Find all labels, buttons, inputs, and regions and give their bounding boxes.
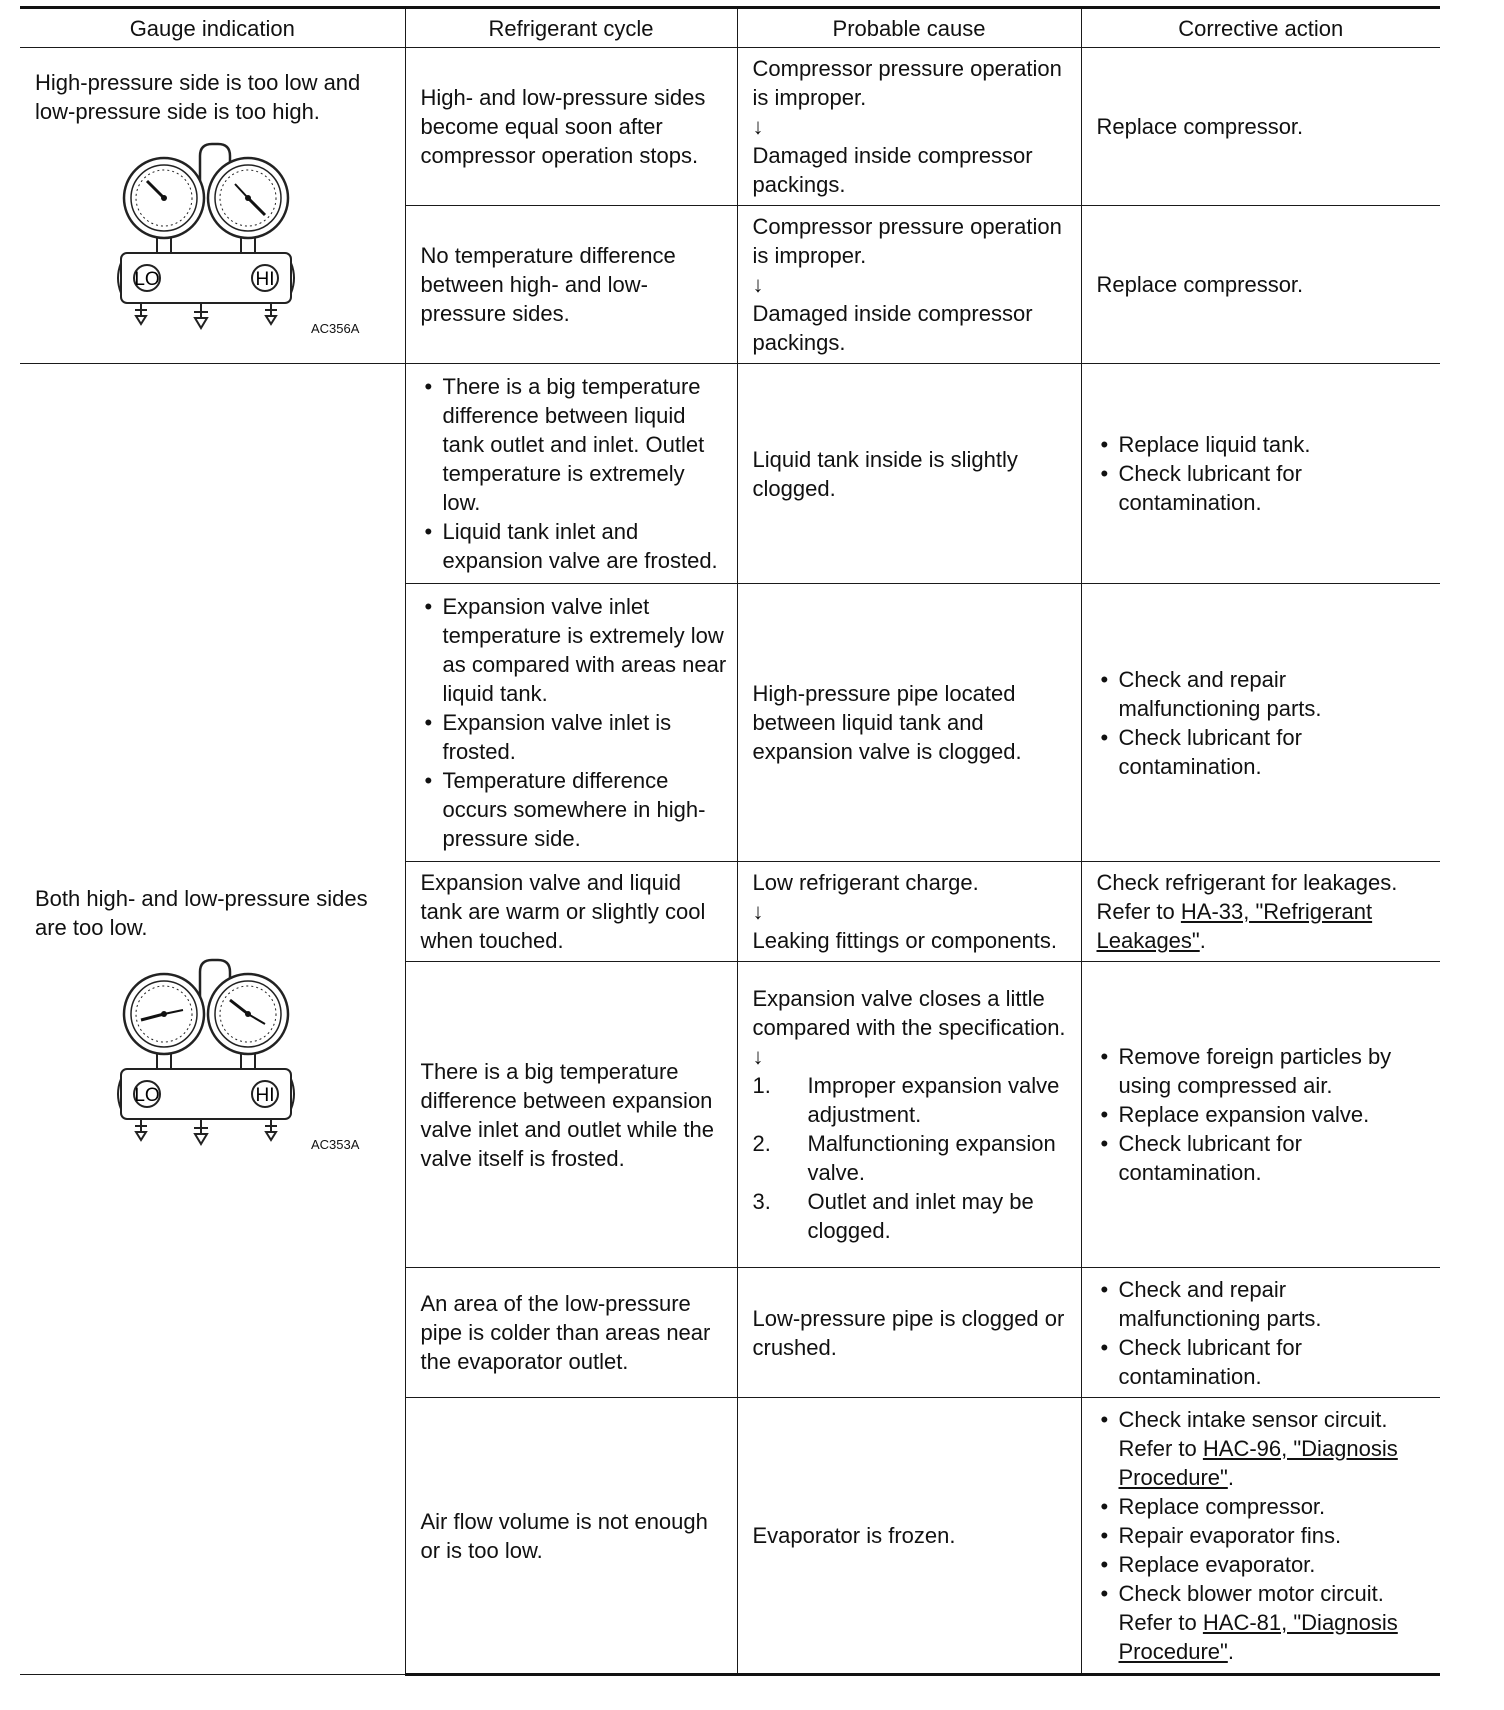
refrigerant-cycle-cell: There is a big temperature difference between expansion valve inlet and outlet while the valve itself is frosted. — [405, 962, 737, 1268]
arrow-down: ↓ — [752, 114, 764, 139]
gauge-indication-text: Both high- and low-pressure sides are too low. — [35, 886, 368, 940]
probable-cause-cell: Evaporator is frozen. — [737, 1398, 1081, 1675]
manifold-gauge-icon — [105, 954, 355, 1154]
lo-label: LO — [134, 269, 160, 290]
probable-cause-cell: Low-pressure pipe is clogged or crushed. — [737, 1268, 1081, 1398]
hac-81-diagnosis-procedure-link[interactable]: HAC-81, "Diagnosis Procedure" — [1118, 1610, 1398, 1664]
arrow-down: ↓ — [752, 1044, 764, 1069]
troubleshooting-table-page — [20, 6, 1440, 1676]
hi-label: HI — [255, 269, 275, 290]
list-item: • Repair evaporator fins. — [1097, 1521, 1431, 1550]
lo-label: LO — [134, 1085, 160, 1106]
gauge-manifold-figure — [105, 954, 360, 1154]
list-item: • There is a big temperature difference between liquid tank outlet and inlet. Outlet temperature is extremely low. — [421, 372, 727, 517]
list-item: • Expansion valve inlet temperature is extremely low as compared with areas near liquid tank. — [421, 592, 727, 708]
corrective-action-cell — [1081, 962, 1440, 1268]
list-item: • Check and repair malfunctioning parts. — [1097, 665, 1431, 723]
refrigerant-cycle-cell — [405, 584, 737, 862]
arrow-down: ↓ — [752, 899, 764, 924]
gauge-manifold-figure — [105, 138, 360, 338]
refrigerant-cycle-cell: Air flow volume is not enough or is too low. — [405, 1398, 737, 1675]
list-item: 2. Malfunctioning expansion valve. — [752, 1131, 1056, 1185]
refrigerant-cycle-cell: Expansion valve and liquid tank are warm or slightly cool when touched. — [405, 862, 737, 962]
refrigerant-cycle-cell — [405, 364, 737, 584]
corrective-action-cell — [1081, 584, 1440, 862]
list-item: • Check intake sensor circuit. Refer to HAC-96, "Diagnosis Procedure". — [1097, 1405, 1431, 1492]
list-item: • Expansion valve inlet is frosted. — [421, 708, 727, 766]
manifold-gauge-icon — [105, 138, 355, 338]
hi-label: HI — [255, 1085, 275, 1106]
list-item: • Temperature difference occurs somewhere in high-pressure side. — [421, 766, 727, 853]
list-item: • Liquid tank inlet and expansion valve are frosted. — [421, 517, 727, 575]
gauge-indication-cell-2 — [20, 364, 405, 1675]
list-item: • Check blower motor circuit. Refer to HAC-81, "Diagnosis Procedure". — [1097, 1579, 1431, 1666]
table-row — [20, 48, 1440, 206]
list-item: • Check and repair malfunctioning parts. — [1097, 1275, 1431, 1333]
corrective-action-cell: Replace compressor. — [1081, 48, 1440, 206]
list-item: 3. Outlet and inlet may be clogged. — [752, 1189, 1034, 1243]
gauge-indication-text: High-pressure side is too low and low-pressure side is too high. — [35, 70, 361, 124]
probable-cause-cell: Compressor pressure operation is improper. ↓ Damaged inside compressor packings. — [737, 48, 1081, 206]
refrigerant-cycle-cell: An area of the low-pressure pipe is colder than areas near the evaporator outlet. — [405, 1268, 737, 1398]
probable-cause-cell: Low refrigerant charge. ↓ Leaking fittings or components. — [737, 862, 1081, 962]
troubleshooting-table — [20, 6, 1440, 1676]
refrigerant-cycle-cell: No temperature difference between high- and low-pressure sides. — [405, 206, 737, 364]
list-item: • Check lubricant for contamination. — [1097, 723, 1431, 781]
list-item: 1. Improper expansion valve adjustment. — [752, 1073, 1060, 1127]
gauge-indication-cell-1 — [20, 48, 405, 364]
corrective-action-cell — [1081, 1398, 1440, 1675]
list-item: • Replace compressor. — [1097, 1492, 1431, 1521]
corrective-action-cell: Check refrigerant for leakages. Refer to HA-33, "Refrigerant Leakages". — [1081, 862, 1440, 962]
probable-cause-cell: Liquid tank inside is slightly clogged. — [737, 364, 1081, 584]
list-item: • Check lubricant for contamination. — [1097, 1333, 1431, 1391]
header-corrective-action: Corrective action — [1081, 8, 1440, 48]
list-item: • Remove foreign particles by using compressed air. — [1097, 1042, 1431, 1100]
header-refrigerant-cycle: Refrigerant cycle — [405, 8, 737, 48]
figure-code: AC353A — [311, 1137, 360, 1152]
ha-33-refrigerant-leakages-link[interactable]: HA-33, "Refrigerant Leakages" — [1096, 899, 1373, 953]
header-row — [20, 8, 1440, 48]
figure-code: AC356A — [311, 321, 360, 336]
corrective-action-cell — [1081, 1268, 1440, 1398]
list-item: • Replace expansion valve. — [1097, 1100, 1431, 1129]
list-item: • Replace evaporator. — [1097, 1550, 1431, 1579]
probable-cause-cell: High-pressure pipe located between liquid tank and expansion valve is clogged. — [737, 584, 1081, 862]
header-gauge-indication: Gauge indication — [20, 8, 405, 48]
corrective-action-cell — [1081, 364, 1440, 584]
list-item: • Replace liquid tank. — [1097, 430, 1431, 459]
hac-96-diagnosis-procedure-link[interactable]: HAC-96, "Diagnosis Procedure" — [1118, 1436, 1398, 1490]
table-row — [20, 364, 1440, 584]
header-probable-cause: Probable cause — [737, 8, 1081, 48]
list-item: • Check lubricant for contamination. — [1097, 1129, 1431, 1187]
corrective-action-cell: Replace compressor. — [1081, 206, 1440, 364]
table-header — [20, 8, 1440, 48]
list-item: • Check lubricant for contamination. — [1097, 459, 1431, 517]
refrigerant-cycle-cell: High- and low-pressure sides become equal soon after compressor operation stops. — [405, 48, 737, 206]
probable-cause-cell: Compressor pressure operation is improper. ↓ Damaged inside compressor packings. — [737, 206, 1081, 364]
probable-cause-cell: Expansion valve closes a little compared with the specification. ↓ 1. Improper expansion valve adjustment. 2. Malfunctioning expansion valve. 3. Outlet and inlet may be clogged. — [737, 962, 1081, 1268]
arrow-down: ↓ — [752, 272, 764, 297]
